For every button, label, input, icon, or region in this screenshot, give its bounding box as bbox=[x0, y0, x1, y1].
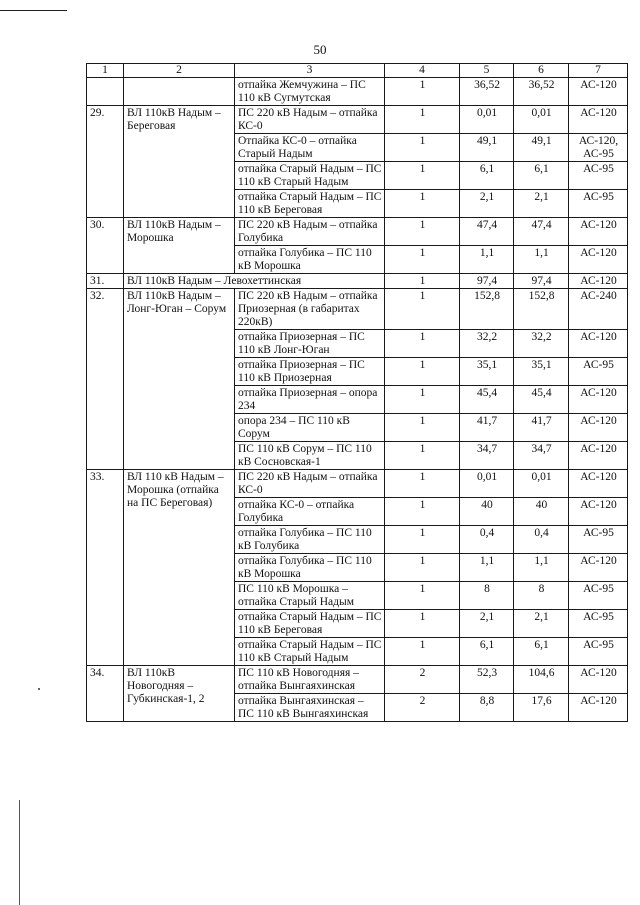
header-cell: 6 bbox=[514, 64, 569, 78]
scan-dot bbox=[38, 688, 40, 690]
header-cell: 5 bbox=[460, 64, 514, 78]
total-length-cell: 104,6 bbox=[514, 666, 569, 694]
circuit-count-cell: 2 bbox=[385, 694, 460, 722]
circuit-count-cell: 1 bbox=[385, 386, 460, 414]
line-name-cell bbox=[124, 78, 235, 106]
segment-cell: ПС 220 кВ Надым – отпайка Приозерная (в габаритах 220кВ) bbox=[235, 289, 385, 330]
length-cell: 6,1 bbox=[460, 638, 514, 666]
wire-type-cell: АС-95 bbox=[569, 638, 628, 666]
wire-type-cell: АС-120 bbox=[569, 386, 628, 414]
circuit-count-cell: 1 bbox=[385, 218, 460, 246]
header-cell: 3 bbox=[235, 64, 385, 78]
length-cell: 36,52 bbox=[460, 78, 514, 106]
wire-type-cell: АС-120 bbox=[569, 470, 628, 498]
length-cell: 47,4 bbox=[460, 218, 514, 246]
segment-cell: отпайка Голубика – ПС 110 кВ Морошка bbox=[235, 246, 385, 274]
wire-type-cell: АС-120 bbox=[569, 78, 628, 106]
line-name-cell: ВЛ 110кВ Надым – Морошка bbox=[124, 218, 235, 274]
segment-cell: отпайка Голубика – ПС 110 кВ Морошка bbox=[235, 554, 385, 582]
length-cell: 8,8 bbox=[460, 694, 514, 722]
segment-cell: отпайка Старый Надым – ПС 110 кВ Старый Надым bbox=[235, 162, 385, 190]
segment-cell: отпайка КС-0 – отпайка Голубика bbox=[235, 498, 385, 526]
circuit-count-cell: 1 bbox=[385, 358, 460, 386]
wire-type-cell: АС-95 bbox=[569, 610, 628, 638]
total-length-cell: 35,1 bbox=[514, 358, 569, 386]
wire-type-cell: АС-120 bbox=[569, 246, 628, 274]
total-length-cell: 97,4 bbox=[514, 274, 569, 289]
wire-type-cell: АС-95 bbox=[569, 582, 628, 610]
segment-cell: отпайка Голубика – ПС 110 кВ Голубика bbox=[235, 526, 385, 554]
wire-type-cell: АС-120 bbox=[569, 218, 628, 246]
length-cell: 45,4 bbox=[460, 386, 514, 414]
line-name-cell: ВЛ 110 кВ Надым – Морошка (отпайка на ПС Береговая) bbox=[124, 470, 235, 666]
length-cell: 6,1 bbox=[460, 162, 514, 190]
total-length-cell: 49,1 bbox=[514, 134, 569, 162]
total-length-cell: 40 bbox=[514, 498, 569, 526]
wire-type-cell: АС-120 bbox=[569, 442, 628, 470]
circuit-count-cell: 1 bbox=[385, 442, 460, 470]
line-name-cell: ВЛ 110кВ Новогодняя – Губкинская-1, 2 bbox=[124, 666, 235, 722]
total-length-cell: 8 bbox=[514, 582, 569, 610]
circuit-count-cell: 1 bbox=[385, 610, 460, 638]
total-length-cell: 2,1 bbox=[514, 610, 569, 638]
length-cell: 41,7 bbox=[460, 414, 514, 442]
segment-cell: отпайка Приозерная – ПС 110 кВ Приозерная bbox=[235, 358, 385, 386]
circuit-count-cell: 1 bbox=[385, 134, 460, 162]
wire-type-cell: АС-120 bbox=[569, 106, 628, 134]
total-length-cell: 0,01 bbox=[514, 106, 569, 134]
circuit-count-cell: 1 bbox=[385, 246, 460, 274]
header-cell: 2 bbox=[124, 64, 235, 78]
header-row bbox=[87, 64, 628, 78]
wire-type-cell: АС-120 bbox=[569, 274, 628, 289]
segment-cell: Отпайка КС-0 – отпайка Старый Надым bbox=[235, 134, 385, 162]
circuit-count-cell: 1 bbox=[385, 526, 460, 554]
length-cell: 0,01 bbox=[460, 470, 514, 498]
table-row bbox=[87, 666, 628, 694]
wire-type-cell: АС-240 bbox=[569, 289, 628, 330]
circuit-count-cell: 1 bbox=[385, 162, 460, 190]
row-number-cell: 34. bbox=[87, 666, 124, 722]
circuit-count-cell: 1 bbox=[385, 289, 460, 330]
circuit-count-cell: 1 bbox=[385, 470, 460, 498]
total-length-cell: 1,1 bbox=[514, 246, 569, 274]
wire-type-cell: АС-120 bbox=[569, 554, 628, 582]
segment-cell: отпайка Вынгаяхинская – ПС 110 кВ Вынгаяхинская bbox=[235, 694, 385, 722]
wire-type-cell: АС-120 bbox=[569, 498, 628, 526]
circuit-count-cell: 1 bbox=[385, 414, 460, 442]
circuit-count-cell: 1 bbox=[385, 190, 460, 218]
total-length-cell: 47,4 bbox=[514, 218, 569, 246]
length-cell: 1,1 bbox=[460, 246, 514, 274]
row-number-cell: 30. bbox=[87, 218, 124, 274]
edge-rule bbox=[19, 800, 20, 905]
total-length-cell: 152,8 bbox=[514, 289, 569, 330]
wire-type-cell: АС-120, АС-95 bbox=[569, 134, 628, 162]
row-number-cell: 33. bbox=[87, 470, 124, 666]
wire-type-cell: АС-95 bbox=[569, 190, 628, 218]
segment-cell: ПС 220 кВ Надым – отпайка КС-0 bbox=[235, 106, 385, 134]
line-name-cell: ВЛ 110кВ Надым – Береговая bbox=[124, 106, 235, 218]
length-cell: 0,01 bbox=[460, 106, 514, 134]
header-cell: 7 bbox=[569, 64, 628, 78]
total-length-cell: 2,1 bbox=[514, 190, 569, 218]
circuit-count-cell: 1 bbox=[385, 274, 460, 289]
total-length-cell: 6,1 bbox=[514, 162, 569, 190]
segment-cell: отпайка Приозерная – опора 234 bbox=[235, 386, 385, 414]
wire-type-cell: АС-120 bbox=[569, 414, 628, 442]
segment-cell: отпайка Старый Надым – ПС 110 кВ Старый Надым bbox=[235, 638, 385, 666]
table-row bbox=[87, 274, 628, 289]
length-cell: 2,1 bbox=[460, 610, 514, 638]
table-row bbox=[87, 106, 628, 134]
segment-cell: отпайка Старый Надым – ПС 110 кВ Береговая bbox=[235, 610, 385, 638]
length-cell: 49,1 bbox=[460, 134, 514, 162]
segment-cell: ПС 110 кВ Морошка – отпайка Старый Надым bbox=[235, 582, 385, 610]
segment-cell: опора 234 – ПС 110 кВ Сорум bbox=[235, 414, 385, 442]
circuit-count-cell: 1 bbox=[385, 554, 460, 582]
length-cell: 152,8 bbox=[460, 289, 514, 330]
total-length-cell: 45,4 bbox=[514, 386, 569, 414]
segment-cell: отпайка Старый Надым – ПС 110 кВ Береговая bbox=[235, 190, 385, 218]
circuit-count-cell: 1 bbox=[385, 78, 460, 106]
segment-cell: отпайка Приозерная – ПС 110 кВ Лонг-Юган bbox=[235, 330, 385, 358]
segment-cell: ПС 110 кВ Сорум – ПС 110 кВ Сосновская-1 bbox=[235, 442, 385, 470]
length-cell: 40 bbox=[460, 498, 514, 526]
length-cell: 8 bbox=[460, 582, 514, 610]
corner-rule bbox=[0, 10, 67, 11]
wire-type-cell: АС-95 bbox=[569, 162, 628, 190]
segment-cell: ПС 220 кВ Надым – отпайка КС-0 bbox=[235, 470, 385, 498]
length-cell: 34,7 bbox=[460, 442, 514, 470]
header-cell: 1 bbox=[87, 64, 124, 78]
row-number-cell: 32. bbox=[87, 289, 124, 470]
circuit-count-cell: 1 bbox=[385, 330, 460, 358]
segment-cell: ПС 110 кВ Новогодняя – отпайка Вынгаяхинская bbox=[235, 666, 385, 694]
length-cell: 1,1 bbox=[460, 554, 514, 582]
total-length-cell: 17,6 bbox=[514, 694, 569, 722]
wire-type-cell: АС-120 bbox=[569, 694, 628, 722]
table-body bbox=[87, 64, 628, 722]
line-name-cell: ВЛ 110кВ Надым – Левохеттинская bbox=[124, 274, 385, 289]
length-cell: 52,3 bbox=[460, 666, 514, 694]
power-lines-table bbox=[86, 63, 628, 722]
wire-type-cell: АС-95 bbox=[569, 526, 628, 554]
total-length-cell: 0,01 bbox=[514, 470, 569, 498]
total-length-cell: 1,1 bbox=[514, 554, 569, 582]
length-cell: 0,4 bbox=[460, 526, 514, 554]
row-number-cell: 29. bbox=[87, 106, 124, 218]
total-length-cell: 36,52 bbox=[514, 78, 569, 106]
circuit-count-cell: 1 bbox=[385, 638, 460, 666]
wire-type-cell: АС-120 bbox=[569, 330, 628, 358]
table-row bbox=[87, 218, 628, 246]
table-row bbox=[87, 289, 628, 330]
header-cell: 4 bbox=[385, 64, 460, 78]
wire-type-cell: АС-95 bbox=[569, 358, 628, 386]
length-cell: 2,1 bbox=[460, 190, 514, 218]
circuit-count-cell: 2 bbox=[385, 666, 460, 694]
circuit-count-cell: 1 bbox=[385, 498, 460, 526]
segment-cell: отпайка Жемчужина – ПС 110 кВ Сугмутская bbox=[235, 78, 385, 106]
total-length-cell: 32,2 bbox=[514, 330, 569, 358]
total-length-cell: 6,1 bbox=[514, 638, 569, 666]
circuit-count-cell: 1 bbox=[385, 582, 460, 610]
total-length-cell: 34,7 bbox=[514, 442, 569, 470]
length-cell: 35,1 bbox=[460, 358, 514, 386]
circuit-count-cell: 1 bbox=[385, 106, 460, 134]
segment-cell: ПС 220 кВ Надым – отпайка Голубика bbox=[235, 218, 385, 246]
table-row bbox=[87, 470, 628, 498]
length-cell: 32,2 bbox=[460, 330, 514, 358]
row-number-cell: 31. bbox=[87, 274, 124, 289]
wire-type-cell: АС-120 bbox=[569, 666, 628, 694]
page-number: 50 bbox=[313, 42, 327, 57]
length-cell: 97,4 bbox=[460, 274, 514, 289]
total-length-cell: 41,7 bbox=[514, 414, 569, 442]
table-row bbox=[87, 78, 628, 106]
row-number-cell bbox=[87, 78, 124, 106]
total-length-cell: 0,4 bbox=[514, 526, 569, 554]
line-name-cell: ВЛ 110кВ Надым – Лонг-Юган – Сорум bbox=[124, 289, 235, 470]
